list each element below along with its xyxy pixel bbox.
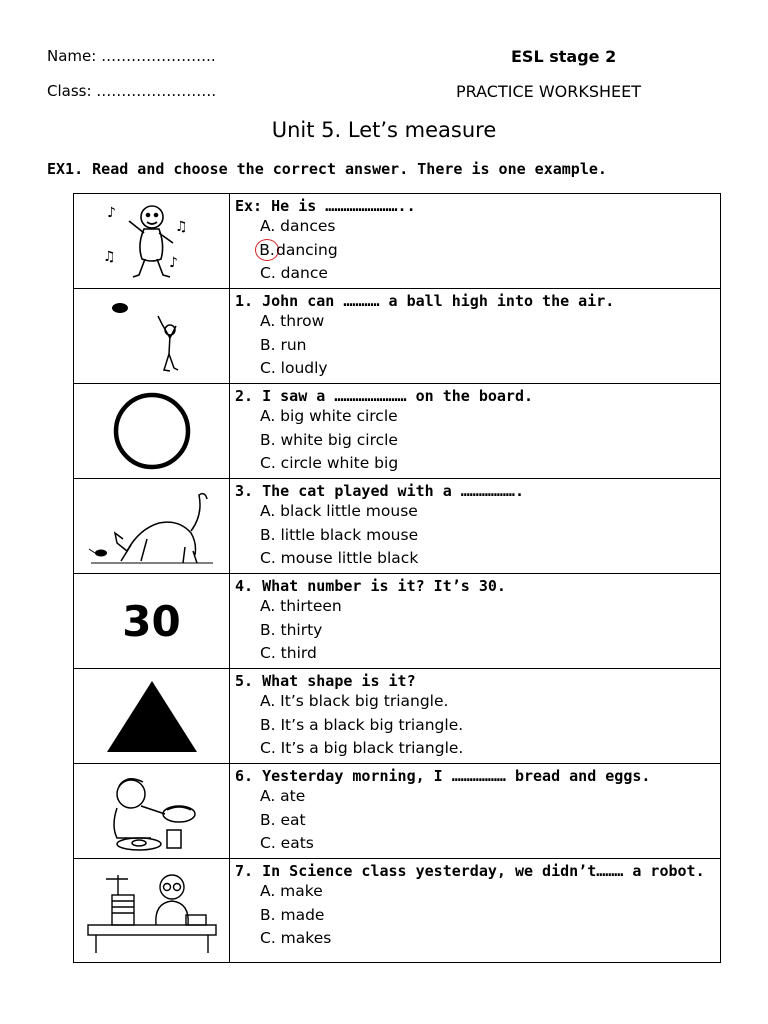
option-c[interactable]: C. mouse little black <box>260 549 419 567</box>
option-c[interactable]: C. loudly <box>260 359 328 377</box>
picture-cell <box>74 859 230 963</box>
question-row <box>74 289 721 384</box>
option-a[interactable]: A. throw <box>260 312 325 330</box>
question-cell <box>230 764 721 859</box>
svg-text:♫: ♫ <box>174 219 188 235</box>
question-cell <box>230 384 721 479</box>
circled-answer-marker: B. <box>255 239 279 261</box>
question-cell <box>230 289 721 384</box>
option-b[interactable]: B. It’s a black big triangle. <box>260 715 464 734</box>
option-b[interactable] <box>230 239 720 263</box>
boy-eating-icon <box>97 768 207 854</box>
question-stem: 6. Yesterday morning, I ……………… bread and eggs. <box>235 767 651 785</box>
name-field[interactable]: Name: ………………….. <box>47 47 216 65</box>
circle-icon <box>107 386 197 476</box>
exercise-instruction: EX1. Read and choose the correct answer. There is one example. <box>47 160 607 178</box>
option-b-text: dancing <box>276 240 338 259</box>
question-row <box>74 384 721 479</box>
cat-mouse-icon <box>87 485 217 567</box>
question-stem: 4. What number is it? It’s 30. <box>235 577 506 595</box>
question-table <box>73 193 721 963</box>
option-b[interactable]: B. made <box>260 905 325 924</box>
option-a[interactable]: A. big white circle <box>260 407 398 425</box>
picture-cell <box>74 479 230 574</box>
option-a[interactable]: A. dances <box>260 217 336 235</box>
picture-cell <box>74 384 230 479</box>
option-a[interactable]: A. It’s black big triangle. <box>260 692 449 710</box>
question-stem: Ex: He is …………………….. <box>235 197 416 215</box>
question-cell <box>230 479 721 574</box>
page-title: Unit 5. Let’s measure <box>271 118 497 142</box>
question-stem: 5. What shape is it? <box>235 672 416 690</box>
question-cell <box>230 574 721 669</box>
svg-text:♪: ♪ <box>168 255 178 271</box>
option-b[interactable]: B. eat <box>260 810 306 829</box>
option-c[interactable]: C. third <box>260 644 317 662</box>
question-cell <box>230 859 721 963</box>
option-a[interactable]: A. ate <box>260 787 306 805</box>
scientist-lab-icon <box>82 865 222 957</box>
question-cell <box>230 669 721 764</box>
number-picture: 30 <box>122 596 181 646</box>
question-row <box>74 669 721 764</box>
picture-cell <box>74 194 230 289</box>
dancing-figure-icon <box>97 197 207 285</box>
question-stem: 3. The cat played with a ………………. <box>235 482 524 500</box>
question-row <box>74 859 721 963</box>
option-c[interactable]: C. makes <box>260 929 332 947</box>
picture-cell <box>74 289 230 384</box>
svg-text:♪: ♪ <box>106 205 116 221</box>
question-row <box>74 764 721 859</box>
option-a[interactable]: A. black little mouse <box>260 502 418 520</box>
option-b[interactable]: B. run <box>260 335 307 354</box>
picture-cell <box>74 574 230 669</box>
question-stem: 7. In Science class yesterday, we didn’t……… a robot. <box>235 862 705 880</box>
question-row <box>74 479 721 574</box>
option-b[interactable]: B. white big circle <box>260 430 398 449</box>
triangle-icon <box>102 676 202 756</box>
option-a[interactable]: A. thirteen <box>260 597 342 615</box>
class-field[interactable]: Class: …………………… <box>47 82 217 100</box>
question-row <box>74 194 721 289</box>
picture-cell <box>74 669 230 764</box>
question-stem: 1. John can ………… a ball high into the air. <box>235 292 615 310</box>
option-b[interactable]: B. thirty <box>260 620 323 639</box>
boy-throwing-ball-icon <box>92 296 212 376</box>
option-c[interactable]: C. circle white big <box>260 454 399 472</box>
option-c[interactable]: C. eats <box>260 834 314 852</box>
option-c[interactable]: C. dance <box>260 264 328 282</box>
svg-text:♫: ♫ <box>102 249 116 265</box>
stage-label: ESL stage 2 <box>511 47 617 66</box>
worksheet-label: PRACTICE WORKSHEET <box>456 82 642 101</box>
option-a[interactable]: A. make <box>260 882 323 900</box>
option-b[interactable]: B. little black mouse <box>260 525 419 544</box>
picture-cell <box>74 764 230 859</box>
question-stem: 2. I saw a …………………… on the board. <box>235 387 534 405</box>
question-cell <box>230 194 721 289</box>
option-c[interactable]: C. It’s a big black triangle. <box>260 739 464 757</box>
question-row <box>74 574 721 669</box>
